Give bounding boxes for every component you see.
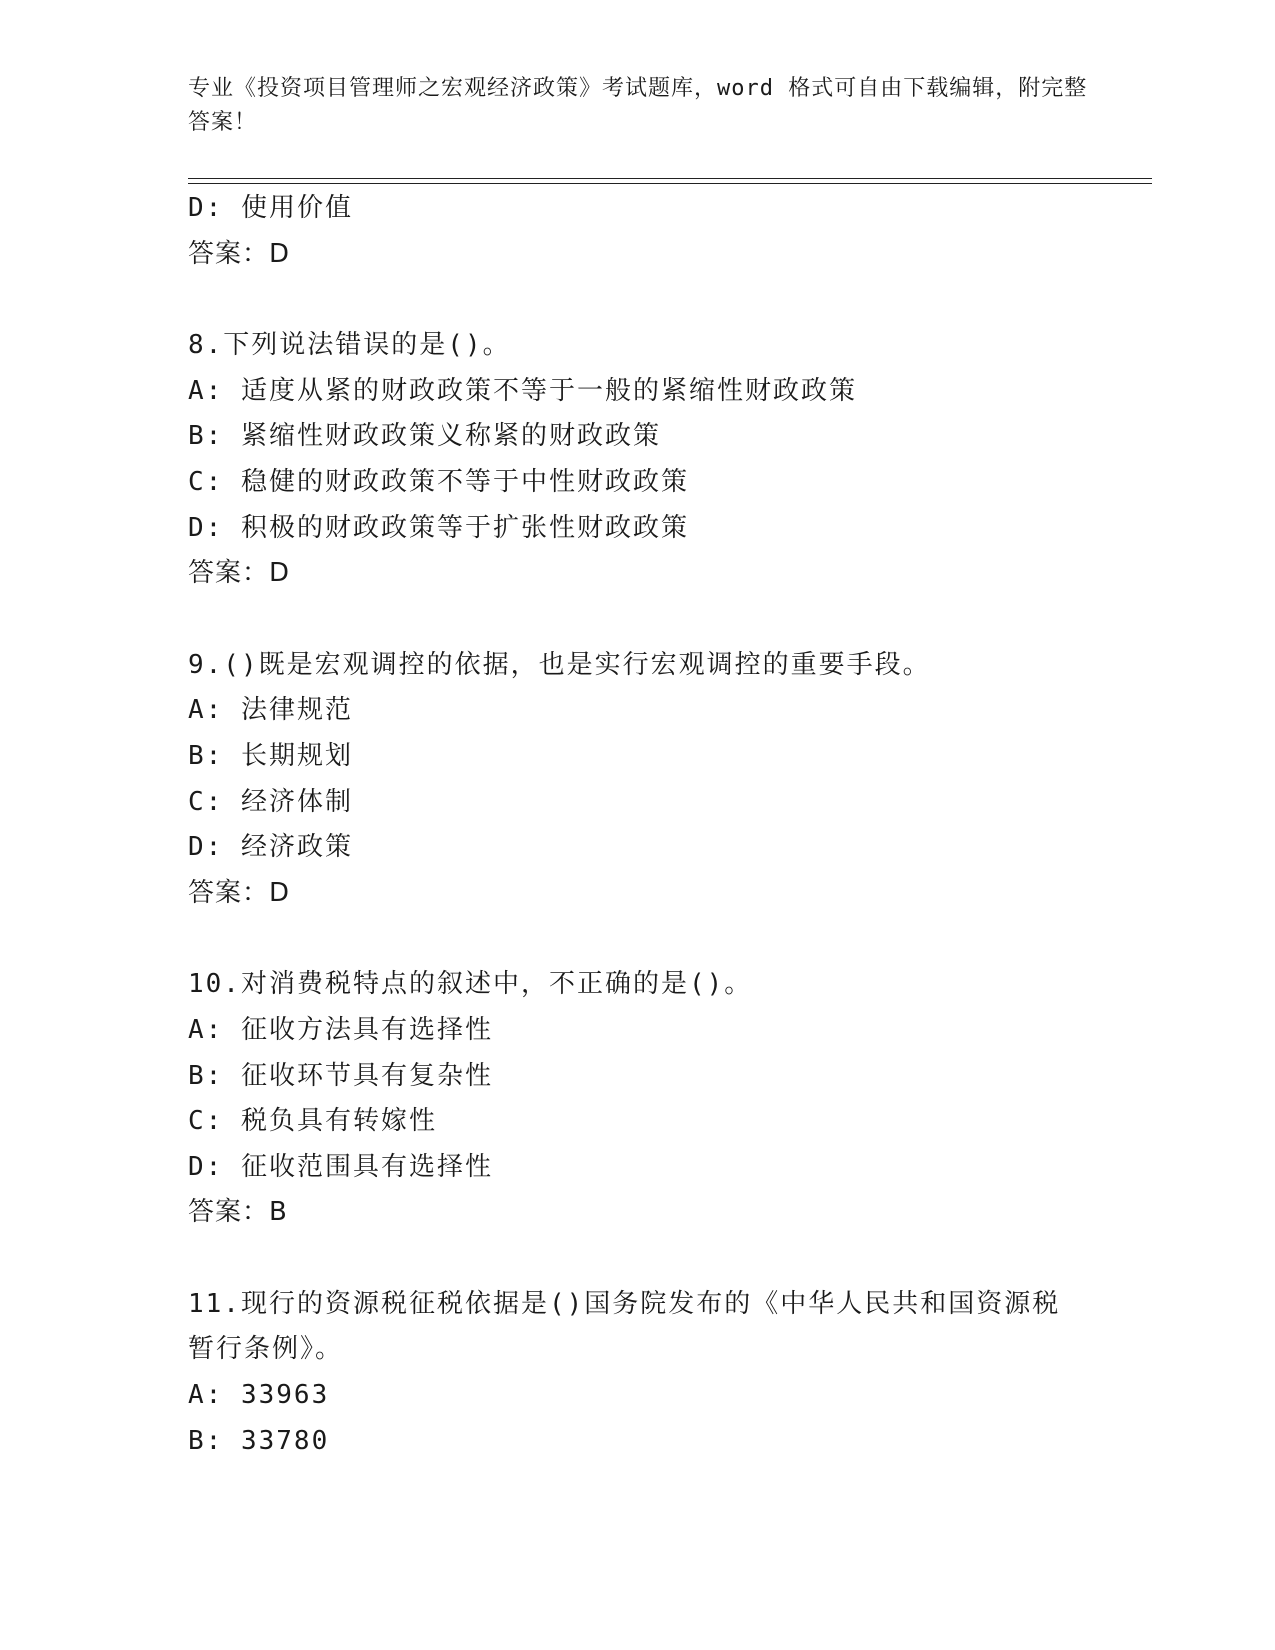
option-c: C: 税负具有转嫁性 [188,1106,437,1137]
spacer [188,1236,1152,1282]
answer: 答案：D [188,558,291,589]
option-c: C: 稳健的财政政策不等于中性财政政策 [188,466,689,497]
question-list [188,186,1152,1464]
option-d: D: 经济政策 [188,832,353,863]
option-d: D: 征收范围具有选择性 [188,1151,493,1182]
question-stem: 11.现行的资源税征税依据是()国务院发布的《中华人民共和国资源税暂行条例》。 [188,1288,1061,1365]
option-b: B: 征收环节具有复杂性 [188,1060,493,1091]
question-stem: 8.下列说法错误的是()。 [188,330,511,361]
option-a: A: 33963 [188,1380,330,1411]
header-rule-top [188,178,1152,179]
spacer [188,277,1152,323]
spacer [188,597,1152,643]
spacer [188,916,1152,962]
option-b: B: 紧缩性财政政策义称紧的财政政策 [188,421,661,452]
header-rule-bottom [188,183,1152,184]
answer: 答案：B [188,1197,288,1228]
question-stem: 10.对消费税特点的叙述中，不正确的是()。 [188,969,753,1000]
option-b: B: 长期规划 [188,740,353,771]
option-d: D: 使用价值 [188,193,353,223]
option-b: B: 33780 [188,1425,330,1456]
answer: 答案：D [188,877,291,908]
option-c: C: 经济体制 [188,786,353,817]
option-a: A: 征收方法具有选择性 [188,1014,493,1045]
option-a: A: 法律规范 [188,695,353,726]
option-d: D: 积极的财政政策等于扩张性财政政策 [188,512,689,543]
option-a: A: 适度从紧的财政政策不等于一般的紧缩性财政政策 [188,375,857,406]
answer: 答案：D [188,238,291,269]
document-header: 专业《投资项目管理师之宏观经济政策》考试题库，word 格式可自由下载编辑，附完整答案！ [188,76,1088,135]
question-stem: 9.()既是宏观调控的依据，也是实行宏观调控的重要手段。 [188,649,931,680]
